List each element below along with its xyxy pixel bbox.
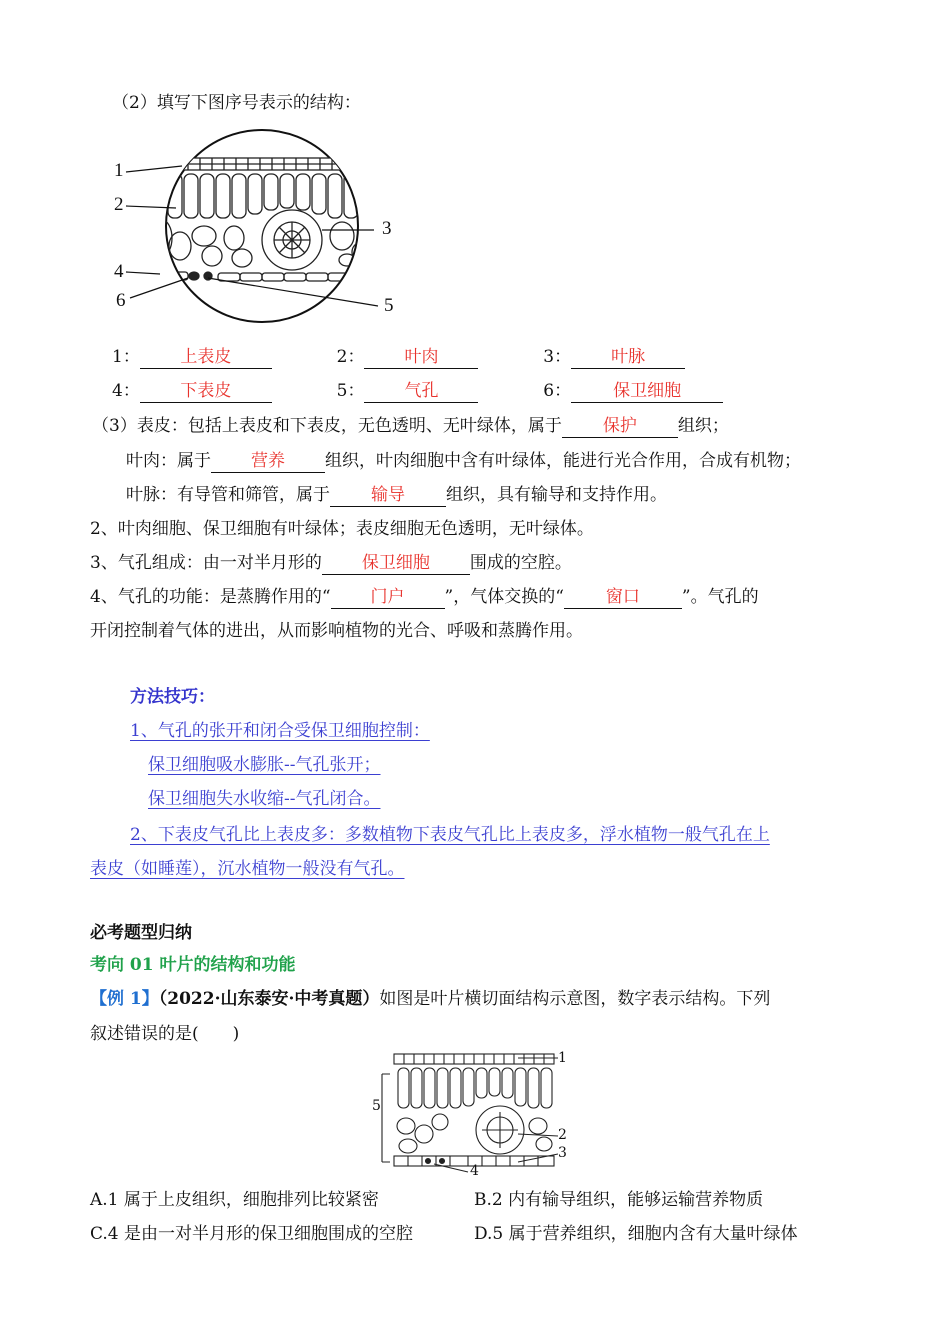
leaf-section-figure-2: [368, 1050, 578, 1180]
answer-3: 叶脉: [571, 346, 685, 369]
answer-1: 上表皮: [140, 346, 272, 369]
fig1-label-3: 3: [382, 218, 392, 239]
q3-vein: 叶脉：有导管和筛管，属于 输导 组织，具有输导和支持作用。: [126, 485, 667, 505]
tip-2a: 2、下表皮气孔比上表皮多：多数植物下表皮气孔比上表皮多，浮水植物一般气孔在上: [130, 825, 770, 845]
fig2-label-5: 5: [372, 1098, 381, 1114]
example-stem: 【例 1】（2022·山东泰安·中考真题）如图是叶片横切面结构示意图，数字表示结构。下列: [90, 989, 771, 1009]
topic-title: 考向 01 叶片的结构和功能: [90, 955, 296, 975]
answer-4: 下表皮: [140, 380, 272, 403]
option-d[interactable]: D.5 属于营养组织，细胞内含有大量叶绿体: [474, 1224, 798, 1244]
tips-title: 方法技巧：: [130, 687, 215, 707]
option-a[interactable]: A.1 属于上皮组织，细胞排列比较紧密: [90, 1190, 379, 1210]
point-3: 3、气孔组成：由一对半月形的 保卫细胞 围成的空腔。: [90, 553, 572, 573]
option-c[interactable]: C.4 是由一对半月形的保卫细胞围成的空腔: [90, 1224, 414, 1244]
leaf-cross-section-figure: [112, 128, 412, 328]
option-b[interactable]: B.2 内有输导组织，能够运输营养物质: [474, 1190, 764, 1210]
tip-1b: 保卫细胞失水收缩--气孔闭合。: [148, 789, 381, 809]
fig2-label-4: 4: [470, 1163, 479, 1179]
fig1-label-4: 4: [114, 261, 124, 282]
example-tag: 【例 1】: [90, 989, 159, 1009]
answers-row-1: 1： 上表皮 2： 叶肉 3： 叶脉: [112, 344, 685, 370]
point-2: 2、叶肉细胞、保卫细胞有叶绿体；表皮细胞无色透明，无叶绿体。: [90, 519, 594, 539]
tip-1: 1、气孔的张开和闭合受保卫细胞控制：: [130, 721, 430, 741]
example-stem-2: 叙述错误的是( ): [90, 1024, 240, 1044]
answer-2: 叶肉: [364, 346, 478, 369]
tip-2b: 表皮（如睡莲），沉水植物一般没有气孔。: [90, 859, 405, 879]
fig1-label-1: 1: [114, 160, 124, 181]
fig2-label-2: 2: [558, 1127, 567, 1143]
fig1-label-6: 6: [116, 290, 126, 311]
point-4: 4、气孔的功能：是蒸腾作用的“ 门户 ”，气体交换的“ 窗口 ”。气孔的: [90, 587, 759, 607]
section-title: 必考题型归纳: [90, 923, 192, 943]
fig2-label-3: 3: [558, 1145, 567, 1161]
answers-row-2: 4： 下表皮 5： 气孔 6： 保卫细胞: [112, 378, 723, 404]
fig1-label-2: 2: [114, 194, 124, 215]
answer-6: 保卫细胞: [571, 380, 723, 403]
answer-5: 气孔: [364, 380, 478, 403]
q3-mesophyll: 叶肉：属于 营养 组织，叶肉细胞中含有叶绿体，能进行光合作用，合成有机物；: [126, 451, 801, 471]
q3-epidermis: （3）表皮：包括上表皮和下表皮，无色透明、无叶绿体，属于 保护 组织；: [92, 416, 729, 436]
tip-1a: 保卫细胞吸水膨胀--气孔张开；: [148, 755, 381, 775]
fig2-label-1: 1: [558, 1050, 567, 1066]
q2-intro: （2）填写下图序号表示的结构：: [112, 93, 361, 113]
fig1-label-5: 5: [384, 295, 394, 316]
example-source: （2022·山东泰安·中考真题）: [158, 989, 380, 1009]
point-4-line-2: 开闭控制着气体的进出，从而影响植物的光合、呼吸和蒸腾作用。: [90, 621, 583, 641]
